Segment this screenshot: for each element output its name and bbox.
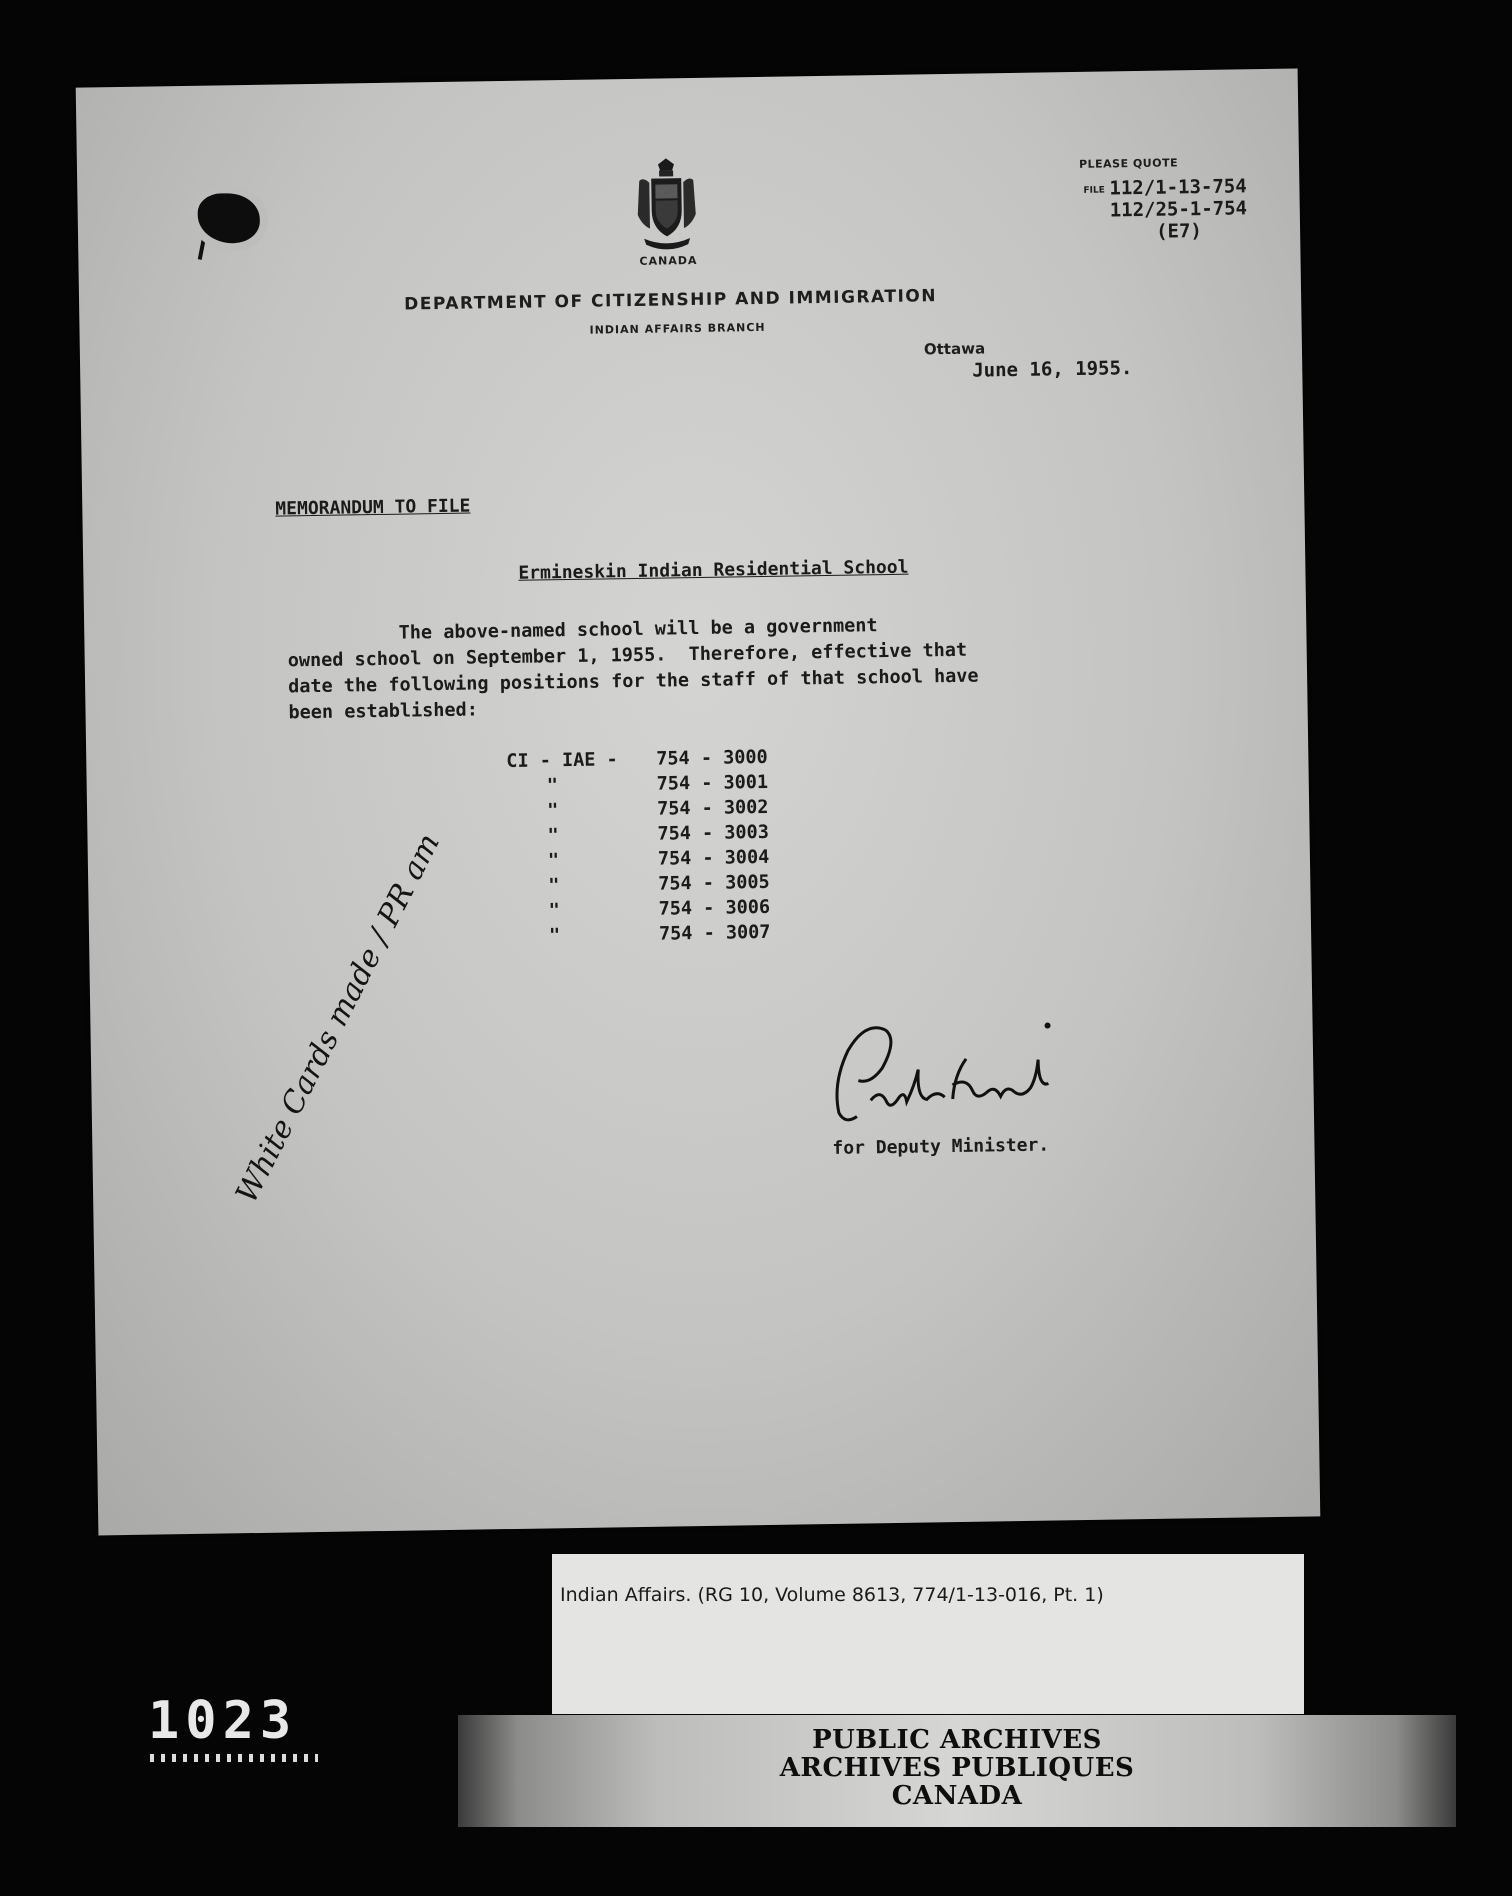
- position-prefix: CI - IAE -: [506, 749, 630, 773]
- archive-citation-card: [552, 1554, 1304, 1714]
- ditto-mark: ": [547, 850, 560, 872]
- letter-date: June 16, 1955.: [972, 357, 1133, 382]
- signature-title: for Deputy Minister.: [832, 1134, 1050, 1159]
- position-number: 754 - 3005: [658, 871, 770, 895]
- handwritten-note: [211, 828, 474, 1266]
- archive-stamp-line: CANADA: [891, 1781, 1023, 1811]
- coat-of-arms-icon: [631, 158, 703, 259]
- frame-counter-ticks: [150, 1754, 318, 1762]
- department-name: DEPARTMENT OF CITIZENSHIP AND IMMIGRATION: [403, 286, 938, 315]
- positions-list: [506, 747, 770, 951]
- ditto-mark: ": [548, 925, 561, 947]
- position-row: [509, 922, 771, 951]
- ditto-mark: ": [547, 825, 559, 847]
- file-reference-1: 112/1-13-754: [1109, 175, 1247, 200]
- ink-blot: [197, 193, 260, 244]
- file-reference-3: (E7): [1155, 220, 1203, 243]
- ink-mark: [198, 234, 207, 260]
- memo-subject: Ermineskin Indian Residential School: [518, 556, 909, 584]
- crest-label: CANADA: [639, 253, 698, 268]
- ditto-mark: ": [548, 900, 560, 922]
- memo-heading: MEMORANDUM TO FILE: [275, 495, 471, 520]
- archive-stamp-line: PUBLIC ARCHIVES: [812, 1725, 1102, 1755]
- please-quote-label: PLEASE QUOTE: [1078, 156, 1179, 171]
- handwritten-signature: [825, 1017, 1087, 1131]
- ditto-mark: ": [546, 800, 559, 822]
- memorandum: [76, 68, 1321, 1535]
- ditto-mark: ": [546, 775, 559, 797]
- archive-stamp-line: ARCHIVES PUBLIQUES: [779, 1753, 1135, 1783]
- position-number: 754 - 3006: [658, 896, 771, 920]
- position-number: 754 - 3004: [657, 846, 770, 870]
- memo-body: The above-named school will be a government owned school on September 1, 1955. Therefore, effective that date the following positions for the staff of that school have been established:: [287, 615, 979, 724]
- handwritten-note-text: White Cards made / PR am: [229, 828, 447, 1209]
- ditto-mark: ": [548, 875, 560, 897]
- place-name: Ottawa: [923, 339, 986, 359]
- file-reference-2: 112/25-1-754: [1109, 197, 1248, 222]
- document-page: [76, 68, 1321, 1535]
- frame-counter: 1023: [148, 1691, 298, 1751]
- position-number: 754 - 3000: [656, 746, 768, 770]
- position-number: 754 - 3003: [657, 821, 770, 845]
- branch-name: INDIAN AFFAIRS BRANCH: [589, 320, 766, 337]
- position-number: 754 - 3002: [656, 796, 769, 820]
- archive-citation: Indian Affairs. (RG 10, Volume 8613, 774/1-13-016, Pt. 1): [560, 1584, 1104, 1606]
- archive-stamp-strip: [458, 1715, 1456, 1827]
- position-number: 754 - 3001: [656, 771, 769, 795]
- position-number: 754 - 3007: [658, 921, 771, 945]
- file-label: FILE: [1083, 185, 1105, 196]
